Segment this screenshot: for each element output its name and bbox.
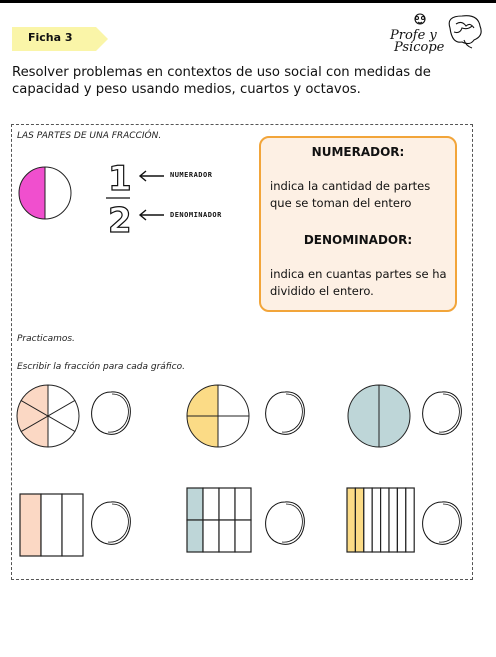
fraction-part <box>389 488 397 552</box>
denominator-label: DENOMINADOR <box>170 211 222 219</box>
fraction-part <box>203 520 219 552</box>
exercise-grid-eighths <box>186 487 256 553</box>
fraction-sector <box>218 416 249 447</box>
fraction-part <box>364 488 372 552</box>
fraction-sector <box>218 385 249 416</box>
example-fraction-circle <box>18 166 74 222</box>
fraction-part <box>203 488 219 520</box>
fraction-sector <box>379 385 410 447</box>
fraction-part <box>187 520 203 552</box>
brand-logo <box>388 12 484 62</box>
denominador-title: DENOMINADOR: <box>303 233 413 247</box>
fraction-part <box>381 488 389 552</box>
fraction-sector <box>187 416 218 447</box>
exercise-rect-thirds <box>19 493 83 557</box>
fraction-part <box>219 520 235 552</box>
top-border <box>0 0 496 3</box>
denominador-text: indica en cuantas partes se ha dividido el entero. <box>270 267 447 298</box>
exercise-bars-eighths <box>346 487 416 553</box>
logo-line-1: Profe y <box>390 28 437 43</box>
logo-text <box>390 30 444 54</box>
fraction-part <box>235 520 251 552</box>
denominator-digit: 2 <box>108 201 132 241</box>
fraction-part <box>372 488 380 552</box>
numerator-digit: 1 <box>108 159 132 199</box>
fraction-part <box>62 494 83 556</box>
answer-circle[interactable] <box>262 389 308 439</box>
fraction-part <box>235 488 251 520</box>
definition-box <box>259 136 457 312</box>
fraction-part <box>347 488 355 552</box>
answer-circle[interactable] <box>419 499 465 549</box>
fraction-sector <box>348 385 379 447</box>
intro-text: Resolver problemas en contextos de uso social con medidas de capacidad y peso usando medios, cuartos y octavos. <box>12 65 431 97</box>
practice-label: Practicamos. <box>17 334 75 344</box>
numerador-title: NUMERADOR: <box>311 145 405 159</box>
fraction-part <box>41 494 62 556</box>
fraction-part <box>406 488 414 552</box>
numerador-text: indica la cantidad de partes que se toman del entero <box>270 179 431 210</box>
answer-circle[interactable] <box>88 499 134 549</box>
answer-circle[interactable] <box>262 499 308 549</box>
arrow-left-icon <box>138 170 166 182</box>
ficha-tab <box>12 27 108 51</box>
fraction-part <box>355 488 363 552</box>
fraction-part <box>397 488 405 552</box>
fraction-part <box>20 494 41 556</box>
numerator-label: NUMERADOR <box>170 171 213 179</box>
exercise-circle-sixths <box>16 384 80 448</box>
exercise-circle-halves <box>347 384 411 448</box>
answer-circle[interactable] <box>88 389 134 439</box>
exercise-circle-quarters <box>186 384 250 448</box>
fraction-digits <box>106 158 134 241</box>
ficha-label: Ficha 3 <box>28 31 73 44</box>
arrow-left-icon <box>138 209 166 221</box>
section-title: LAS PARTES DE UNA FRACCIÓN. <box>17 131 162 141</box>
fraction-sector <box>187 385 218 416</box>
answer-circle[interactable] <box>419 389 465 439</box>
fraction-part <box>219 488 235 520</box>
fraction-part <box>187 488 203 520</box>
logo-line-2: Psicope <box>394 40 445 55</box>
practice-instruction: Escribir la fracción para cada gráfico. <box>17 362 185 372</box>
